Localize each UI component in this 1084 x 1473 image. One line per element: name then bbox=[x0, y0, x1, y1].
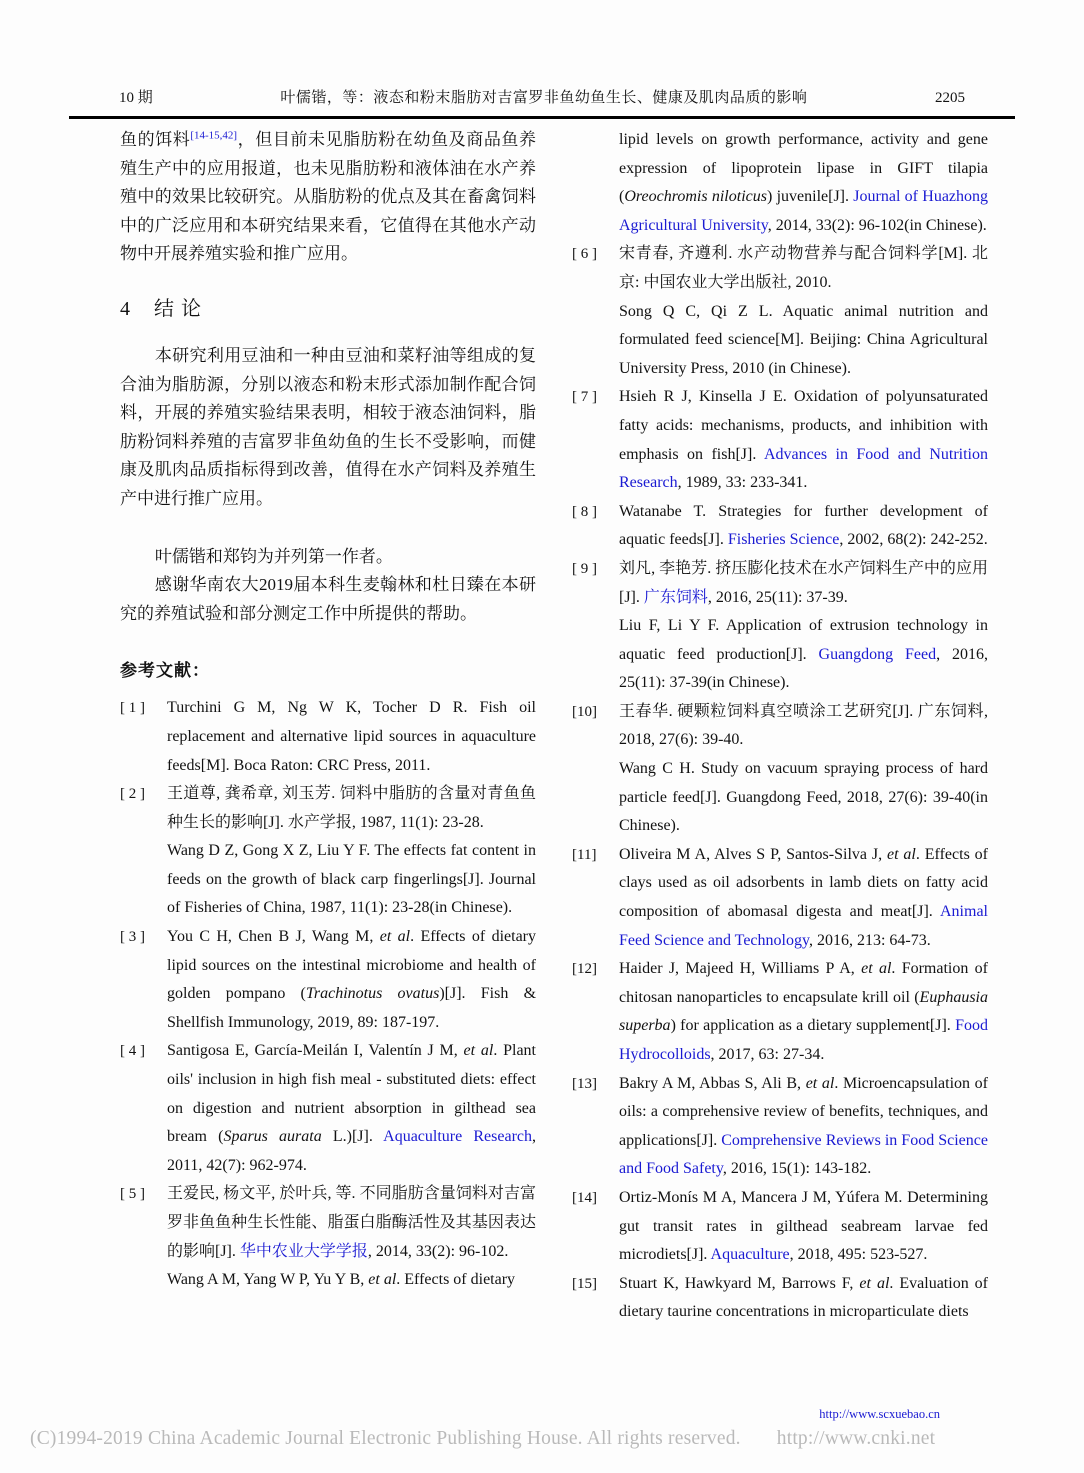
journal-link[interactable]: Aquaculture Research bbox=[383, 1128, 532, 1146]
text-segment: ) for application as a dietary supplement[J]. bbox=[670, 1017, 956, 1035]
text-segment: Liu F, Li Y F. Application of extrusion technology in aquatic feed production[J]. bbox=[619, 617, 988, 663]
cnki-link[interactable]: http://www.cnki.net bbox=[776, 1428, 936, 1449]
reference-text bbox=[167, 1037, 536, 1180]
reference-item bbox=[572, 841, 988, 955]
text-segment: . Plant oils' inclusion in high fish meal - substituted diets: effect on digestion and nutrient absorption in gilthead sea bream ( bbox=[167, 1042, 536, 1146]
journal-link[interactable]: Aquaculture bbox=[710, 1246, 790, 1264]
text-segment: Hsieh R J, Kinsella J E. Oxidation of polyunsaturated fatty acids: mechanisms, products, and inhibition with emphasis on fish[J]. bbox=[619, 388, 988, 463]
journal-link[interactable]: Guangdong Feed bbox=[818, 645, 937, 663]
reference-label: [ 5 ] bbox=[120, 1186, 145, 1203]
italic-text: et al bbox=[859, 1274, 890, 1292]
text-segment: Santigosa E, García-Meilán I, Valentín J M, bbox=[167, 1042, 464, 1060]
text-segment: . Effects of dietary bbox=[396, 1271, 516, 1289]
reference-item bbox=[572, 955, 988, 1069]
reference-label: [ 3 ] bbox=[120, 929, 145, 946]
page-body bbox=[120, 126, 988, 1327]
text-segment: , 2016, 25(11): 37-39. bbox=[707, 588, 848, 606]
page-number: 2205 bbox=[935, 90, 965, 106]
reference-item bbox=[120, 1037, 536, 1180]
italic-text: et al bbox=[887, 845, 916, 863]
reference-text bbox=[619, 612, 988, 698]
reference-text bbox=[619, 698, 988, 755]
reference-item bbox=[572, 1184, 988, 1270]
text-segment: Oliveira M A, Alves S P, Santos-Silva J, bbox=[619, 845, 887, 863]
header-row bbox=[69, 86, 1015, 107]
text-segment: ，但目前未见脂肪粉在幼鱼及商品鱼养殖生产中的应用报道，也未见脂肪粉和液体油在水产养殖中的效果比较研究。从脂肪粉的优点及其在畜禽饲料中的广泛应用和本研究结果来看，它值得在其他水产动物中开展养殖实验和推广应用。 bbox=[120, 130, 537, 264]
text-segment: Haider J, Majeed H, Williams P A, bbox=[619, 960, 862, 978]
text-segment: , 2017, 63: 27-34. bbox=[710, 1046, 825, 1063]
reference-text bbox=[167, 780, 536, 837]
text-segment: Song Q C, Qi Z L. Aquatic animal nutrition and formulated feed science[M]. Beijing: China Agricultural University Press, 2010 (in Chinese). bbox=[619, 302, 988, 377]
text-segment: 鱼的饵料 bbox=[120, 130, 191, 149]
reference-label: [ 4 ] bbox=[120, 1043, 145, 1060]
reference-item bbox=[572, 383, 988, 497]
copyright-notice bbox=[30, 1428, 935, 1450]
text-segment: lipid levels on growth performance, activity and gene expression of lipoprotein lipase in GIFT tilapia ( bbox=[619, 131, 988, 206]
text-segment: Wang D Z, Gong X Z, Liu Y F. The effects fat content in feeds on the growth of black carp fingerlings[J]. Journal of Fisheries of China, 1987, 11(1): 23-28(in Chinese). bbox=[167, 842, 536, 917]
text-segment: Turchini G M, Ng W K, Tocher D R. Fish oil replacement and alternative lipid sources in aquaculture feeds[M]. Boca Raton: CRC Press, 2011. bbox=[167, 699, 536, 774]
reference-text bbox=[619, 1070, 988, 1184]
acknowledgement-note: 感谢华南农大2019届本科生麦翰林和杜日臻在本研究的养殖试验和部分测定工作中所提供的帮助。 bbox=[120, 575, 536, 623]
reference-item bbox=[572, 240, 988, 383]
text-segment: L.)[J]. bbox=[321, 1128, 384, 1146]
italic-text: et al bbox=[379, 928, 411, 946]
reference-text bbox=[167, 923, 536, 1037]
italic-text: et al bbox=[805, 1074, 835, 1092]
references-heading: 参考文献： bbox=[120, 661, 210, 681]
reference-item bbox=[572, 126, 988, 240]
text-segment: , 2014, 33(2): 96-102(in Chinese). bbox=[767, 216, 987, 234]
text-segment: , 2016, 15(1): 143-182. bbox=[722, 1160, 872, 1178]
italic-text: Euphausia superba bbox=[619, 988, 988, 1035]
reference-text bbox=[167, 694, 536, 780]
issue-label: 10 期 bbox=[119, 90, 153, 106]
italic-text: Trachinotus ovatus bbox=[305, 985, 440, 1003]
reference-label: [11] bbox=[572, 846, 597, 863]
reference-label: [15] bbox=[572, 1275, 597, 1292]
section-title: 结论 bbox=[154, 297, 208, 320]
journal-link[interactable]: Comprehensive Reviews in Food Science and Food Safety bbox=[619, 1131, 988, 1178]
italic-text: Sparus aurata bbox=[223, 1128, 322, 1146]
reference-text bbox=[167, 837, 536, 923]
reference-text bbox=[619, 240, 988, 297]
text-segment: )[J]. Fish & Shellfish Immunology, 2019, 89: 187-197. bbox=[167, 985, 537, 1031]
reference-label: [ 9 ] bbox=[572, 560, 597, 577]
journal-link[interactable]: Food Hydrocolloids bbox=[619, 1017, 988, 1063]
reference-text bbox=[619, 298, 988, 384]
reference-text bbox=[167, 1266, 536, 1295]
text-segment: Ortiz-Monís M A, Mancera J M, Yúfera M. Determining gut transit rates in gilthead seabream larvae fed microdiets[J]. bbox=[619, 1188, 988, 1264]
author-note: 叶儒锴和郑钧为并列第一作者。 bbox=[154, 546, 393, 566]
italic-text: et al bbox=[463, 1042, 494, 1060]
text-segment: . Evaluation of dietary taurine concentrations in microparticulate diets bbox=[619, 1274, 989, 1321]
text-segment: 宋青春, 齐遵利. 水产动物营养与配合饲料学[M]. 北京: 中国农业大学出版社, 2010. bbox=[619, 245, 988, 291]
text-segment: , 2018, 495: 523-527. bbox=[789, 1246, 928, 1264]
right-column bbox=[572, 126, 988, 1327]
references-left bbox=[120, 694, 536, 1294]
italic-text: et al bbox=[861, 960, 892, 978]
text-segment: 刘凡, 李艳芳. 挤压膨化技术在水产饲料生产中的应用[J]. bbox=[619, 559, 988, 606]
journal-link[interactable]: Journal of Huazhong Agricultural University bbox=[619, 188, 989, 234]
reference-label: [10] bbox=[572, 703, 597, 720]
reference-label: [ 6 ] bbox=[572, 246, 597, 263]
text-segment: . Effects of clays used as oil adsorbents in lamb diets on fatty acid composition of abomasal digesta and meat[J]. bbox=[619, 845, 989, 921]
reference-label: [13] bbox=[572, 1075, 597, 1092]
italic-text: et al bbox=[368, 1271, 397, 1289]
copyright-text: (C)1994-2019 China Academic Journal Electronic Publishing House. All rights reserved. bbox=[30, 1428, 741, 1449]
journal-link[interactable]: Advances in Food and Nutrition Research bbox=[619, 445, 989, 492]
reference-item bbox=[120, 1180, 536, 1294]
reference-text bbox=[619, 1270, 988, 1327]
text-segment: . Formation of chitosan nanoparticles to encapsulate krill oil ( bbox=[619, 960, 988, 1006]
intro-paragraph bbox=[120, 126, 536, 269]
reference-item bbox=[572, 1070, 988, 1184]
text-segment: Watanabe T. Strategies for further development of aquatic feeds[J]. bbox=[619, 502, 988, 549]
journal-link[interactable]: Fisheries Science bbox=[727, 531, 840, 549]
text-segment: You C H, Chen B J, Wang M, bbox=[167, 928, 380, 946]
text-segment: , 2011, 42(7): 962-974. bbox=[167, 1128, 536, 1174]
journal-link[interactable]: Animal Feed Science and Technology bbox=[619, 903, 988, 949]
section-heading bbox=[120, 292, 536, 321]
section-number: 4 bbox=[120, 297, 130, 320]
conclusion-paragraph: 本研究利用豆油和一种由豆油和菜籽油等组成的复合油为脂肪源，分别以液态和粉末形式添加制作配合饲料，开展的养殖实验结果表明，相较于液态油饲料，脂肪粉饲料养殖的吉富罗非鱼幼鱼的生长不受影响，而健康及肌肉品质指标得到改善，值得在水产饲料及养殖生产中进行推广应用。 bbox=[120, 345, 536, 508]
text-segment: , 2016, 25(11): 37-39(in Chinese). bbox=[619, 645, 988, 692]
reference-text bbox=[619, 755, 988, 841]
left-column bbox=[120, 126, 536, 1327]
text-segment: 王道尊, 龚希章, 刘玉芳. 饲料中脂肪的含量对青鱼鱼种生长的影响[J]. 水产学报, 1987, 11(1): 23-28. bbox=[167, 785, 536, 831]
journal-link[interactable]: 广东饲料 bbox=[643, 588, 708, 606]
text-segment: 王爱民, 杨文平, 於叶兵, 等. 不同脂肪含量饲料对吉富罗非鱼鱼种生长性能、脂蛋白脂酶活性及其基因表达的影响[J]. bbox=[167, 1185, 536, 1260]
text-segment: . Effects of dietary lipid sources on the intestinal microbiome and health of golden pompano ( bbox=[167, 928, 537, 1003]
reference-text bbox=[619, 498, 988, 555]
text-segment: 王春华. 硬颗粒饲料真空喷涂工艺研究[J]. 广东饲料, 2018, 27(6): 39-40. bbox=[619, 702, 988, 749]
reference-item bbox=[572, 555, 988, 698]
reference-item bbox=[120, 780, 536, 923]
text-segment: Wang A M, Yang W P, Yu Y B, bbox=[167, 1271, 369, 1289]
reference-text bbox=[619, 555, 988, 612]
reference-text bbox=[167, 1180, 536, 1266]
text-segment: Wang C H. Study on vacuum spraying process of hard particle feed[J]. Guangdong Feed, 2018, 27(6): 39-40(in Chinese). bbox=[619, 760, 988, 835]
text-segment: , 1989, 33: 233-341. bbox=[677, 474, 808, 492]
journal-site-link[interactable]: http://www.scxuebao.cn bbox=[819, 1407, 940, 1421]
reference-label: [ 2 ] bbox=[120, 786, 145, 803]
reference-text bbox=[619, 955, 988, 1069]
notes-block bbox=[120, 543, 536, 629]
text-segment: Stuart K, Hawkyard M, Barrows F, bbox=[619, 1274, 860, 1292]
text-segment: . Microencapsulation of oils: a comprehensive review of benefits, techniques, and applications[J]. bbox=[619, 1074, 989, 1149]
reference-item bbox=[572, 498, 988, 555]
page-header bbox=[69, 86, 1015, 119]
journal-link[interactable]: 华中农业大学学报 bbox=[239, 1242, 368, 1260]
reference-item bbox=[120, 694, 536, 780]
italic-text: Oreochromis niloticus bbox=[624, 188, 767, 206]
reference-item bbox=[572, 1270, 988, 1327]
reference-label: [ 7 ] bbox=[572, 389, 597, 406]
reference-item bbox=[572, 698, 988, 841]
reference-label: [ 1 ] bbox=[120, 700, 145, 717]
text-segment: , 2016, 213: 64-73. bbox=[808, 931, 931, 949]
running-title: 叶儒锴，等：液态和粉末脂肪对吉富罗非鱼幼鱼生长、健康及肌肉品质的影响 bbox=[280, 90, 808, 106]
reference-text bbox=[619, 383, 988, 497]
reference-label: [ 8 ] bbox=[572, 503, 597, 520]
reference-text bbox=[619, 841, 988, 955]
text-segment: , 2002, 68(2): 242-252. bbox=[839, 531, 988, 549]
text-segment: ) juvenile[J]. bbox=[766, 188, 854, 206]
reference-text bbox=[619, 126, 988, 240]
references-right bbox=[572, 126, 988, 1327]
reference-text bbox=[619, 1184, 988, 1270]
citation-superscript-link[interactable]: [14-15,42] bbox=[190, 129, 238, 142]
reference-label: [12] bbox=[572, 961, 597, 978]
reference-item bbox=[120, 923, 536, 1037]
text-segment: Bakry A M, Abbas S, Ali B, bbox=[619, 1074, 806, 1092]
reference-label: [14] bbox=[572, 1189, 597, 1206]
text-segment: , 2014, 33(2): 96-102. bbox=[367, 1242, 509, 1260]
